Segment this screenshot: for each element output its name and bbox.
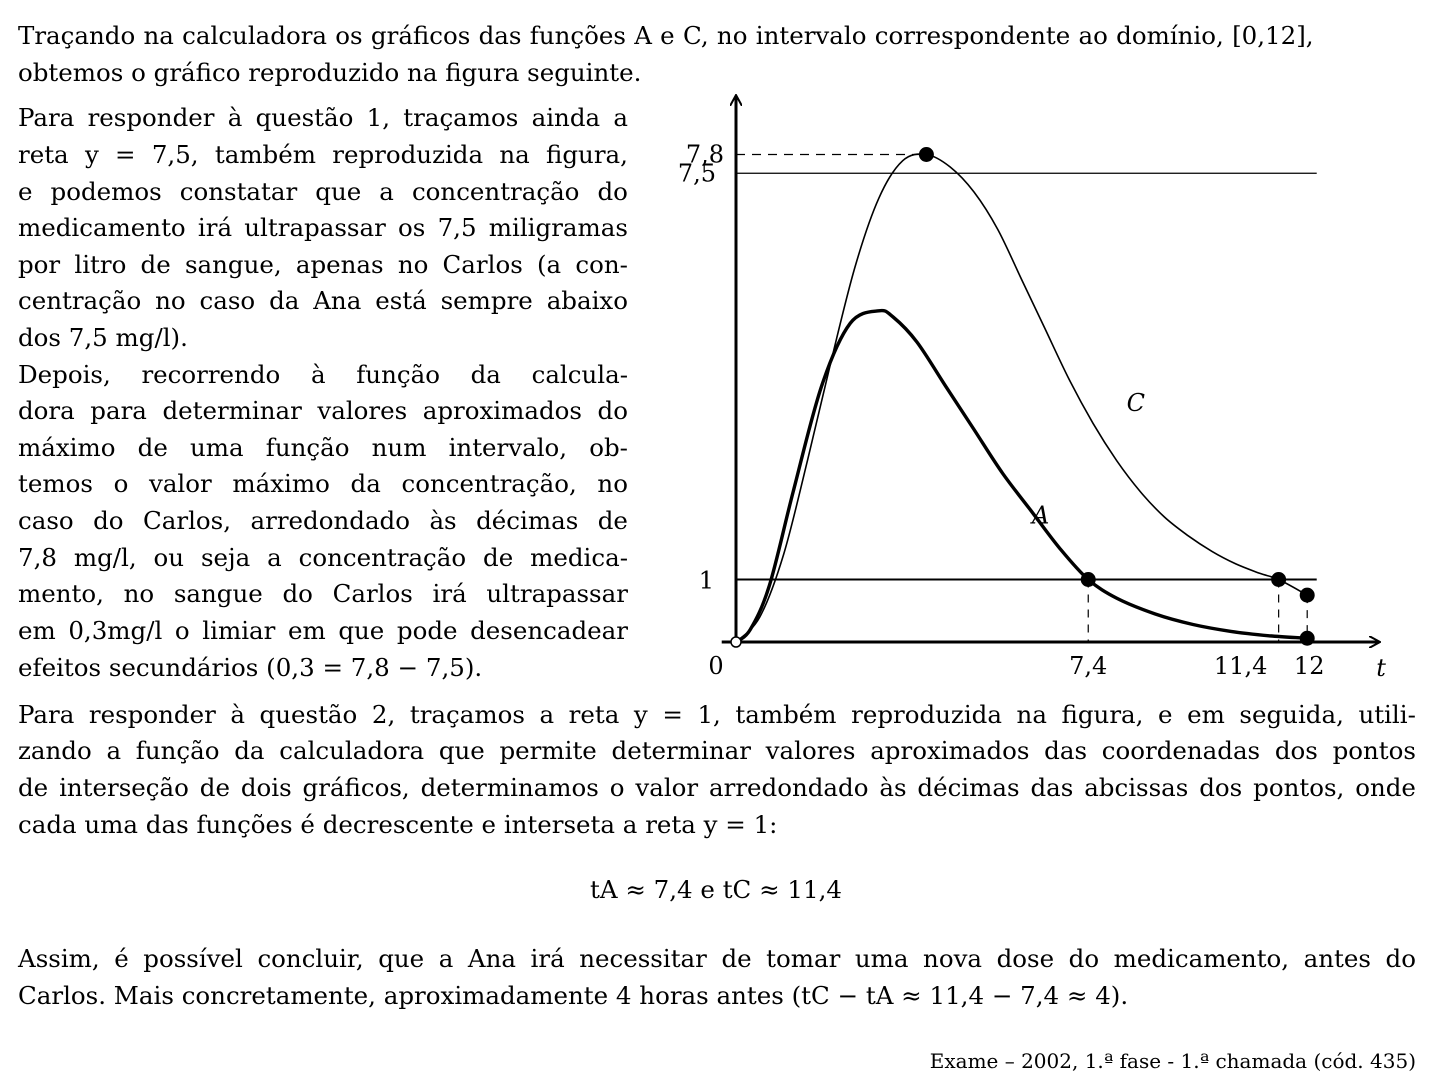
- series: [736, 154, 1307, 642]
- origin-point: [731, 637, 741, 647]
- q1-line: por litro de sangue, apenas no Carlos (a con-: [18, 250, 628, 279]
- q1-line: temos o valor máximo da concentração, no: [18, 469, 628, 498]
- concentration-graph: [660, 88, 1400, 688]
- result-formula: tA ≈ 7,4 e tC ≈ 11,4: [590, 875, 842, 904]
- q1-line: Para responder à questão 1, traçamos ainda a: [18, 103, 628, 132]
- x-tick-label: 7,4: [1069, 652, 1108, 680]
- q2-line: cada uma das funções é decrescente e interseta a reta y = 1:: [18, 810, 778, 839]
- q1-line: caso do Carlos, arredondado às décimas de: [18, 506, 628, 535]
- conclusion-line: Carlos. Mais concretamente, aproximadamente 4 horas antes (tC − tA ≈ 11,4 − 7,4 ≈ 4).: [18, 981, 1129, 1010]
- x-tick-label: 12: [1293, 652, 1325, 680]
- q1-line: mento, no sangue do Carlos irá ultrapassar: [18, 579, 628, 608]
- marked-point: [1271, 572, 1286, 587]
- q1-line: centração no caso da Ana está sempre abaixo: [18, 286, 628, 315]
- intro-line-1: Traçando na calculadora os gráficos das funções A e C, no intervalo correspondente ao domínio, [0,12],: [18, 21, 1314, 50]
- q1-line: e podemos constatar que a concentração do: [18, 177, 628, 206]
- series-a-curve: [736, 311, 1307, 642]
- source-citation: Exame – 2002, 1.ª fase - 1.ª chamada (cód. 435): [929, 1049, 1416, 1073]
- q1-line: dora para determinar valores aproximados do: [18, 396, 628, 425]
- marked-point: [1081, 572, 1096, 587]
- series-a-label: A: [1031, 501, 1050, 530]
- q1-line: efeitos secundários (0,3 = 7,8 − 7,5).: [18, 653, 483, 682]
- tick-labels: [678, 141, 1386, 683]
- series-c-label: C: [1126, 388, 1146, 417]
- conclusion-line: Assim, é possível concluir, que a Ana irá necessitar de tomar uma nova dose do medicamento, antes do: [18, 944, 1416, 973]
- reference-lines: [736, 155, 1317, 643]
- x-axis-label: t: [1376, 654, 1386, 682]
- q1-line: dos 7,5 mg/l).: [18, 323, 188, 352]
- marked-point: [919, 147, 934, 162]
- series-c-curve: [736, 154, 1307, 642]
- x-tick-label: 0: [708, 652, 724, 680]
- marked-point: [1300, 588, 1315, 603]
- q1-line: Depois, recorrendo à função da calcula-: [18, 360, 628, 389]
- y-tick-label: 7,5: [677, 159, 716, 188]
- q2-line: zando a função da calculadora que permite determinar valores aproximados das coordenadas dos pontos: [18, 736, 1416, 765]
- y-tick-label: 7,8: [685, 140, 724, 169]
- y-tick-label: 1: [698, 566, 714, 595]
- q1-line: medicamento irá ultrapassar os 7,5 miligramas: [18, 213, 628, 242]
- axes: [722, 96, 1379, 646]
- q2-line: Para responder à questão 2, traçamos a reta y = 1, também reproduzida na figura, e em seguida, utili-: [18, 700, 1416, 729]
- q1-line: reta y = 7,5, também reproduzida na figura,: [18, 140, 628, 169]
- q2-line: de interseção de dois gráficos, determinamos o valor arredondado às décimas das abcissas dos pontos, onde: [18, 773, 1416, 802]
- x-tick-label: 11,4: [1213, 652, 1268, 680]
- q1-line: em 0,3mg/l o limiar em que pode desencadear: [18, 616, 628, 645]
- intro-line-2: obtemos o gráfico reproduzido na figura seguinte.: [18, 58, 642, 87]
- marked-point: [1300, 631, 1315, 646]
- q1-line: 7,8 mg/l, ou seja a concentração de medica-: [18, 543, 628, 572]
- q1-line: máximo de uma função num intervalo, ob-: [18, 433, 628, 462]
